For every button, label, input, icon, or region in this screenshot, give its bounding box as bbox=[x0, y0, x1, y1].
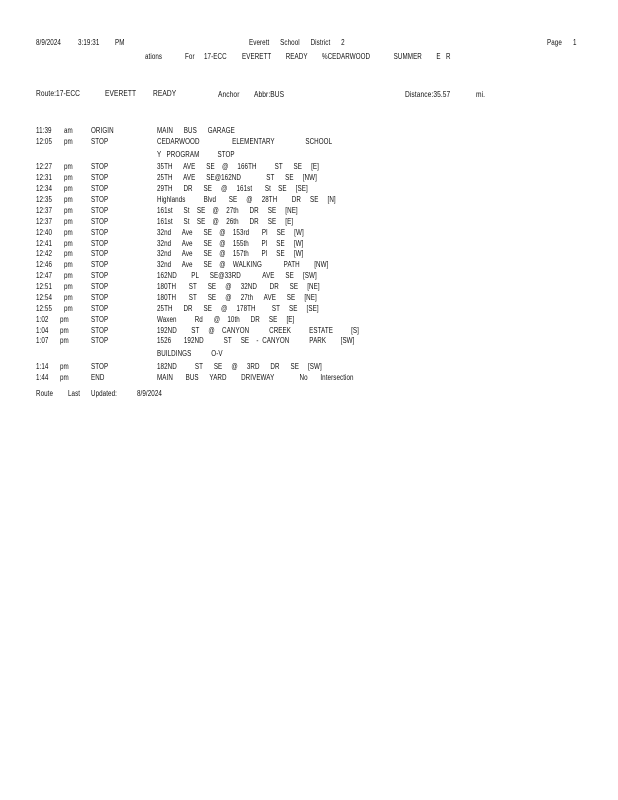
subtitle-rest: EVERETT READY %CEDARWOOD SUMMER E R bbox=[242, 52, 451, 61]
footer-date: 8/9/2024 bbox=[137, 389, 162, 398]
route-id: Route:17-ECC bbox=[36, 88, 81, 98]
stop-time: 1:14 bbox=[36, 362, 49, 371]
stop-type: STOP bbox=[91, 184, 109, 193]
stop-ampm: pm bbox=[64, 304, 73, 313]
route-distance: Distance:35.57 bbox=[405, 89, 451, 99]
subtitle-for: For bbox=[185, 52, 195, 61]
stop-desc: 180TH ST SE @ 32ND DR SE [NE] bbox=[157, 282, 320, 291]
stop-time: 12:35 bbox=[36, 195, 53, 204]
stop-type: STOP bbox=[91, 173, 109, 182]
stop-ampm: pm bbox=[64, 195, 73, 204]
stop-desc: 32nd Ave SE @ 153rd Pl SE [W] bbox=[157, 228, 304, 237]
stop-time: 12:31 bbox=[36, 173, 53, 182]
stop-desc: CEDARWOOD ELEMENTARY SCHOOL bbox=[157, 137, 333, 146]
stop-ampm: pm bbox=[64, 228, 73, 237]
stop-desc: 29TH DR SE @ 161st St SE [SE] bbox=[157, 184, 308, 193]
stop-time: 11:39 bbox=[36, 126, 52, 135]
stop-desc: Waxen Rd @ 10th DR SE [E] bbox=[157, 315, 295, 324]
district-name: Everett School District 2 bbox=[249, 38, 345, 47]
stop-type: STOP bbox=[91, 293, 109, 302]
stop-desc: 32nd Ave SE @ 157th Pl SE [W] bbox=[157, 249, 304, 258]
stop-time: 12:34 bbox=[36, 184, 53, 193]
stop-desc: 162ND PL SE@33RD AVE SE [SW] bbox=[157, 271, 317, 280]
stop-ampm: pm bbox=[64, 271, 73, 280]
stop-time: 12:46 bbox=[36, 260, 53, 269]
stop-desc: MAIN BUS GARAGE bbox=[157, 126, 235, 135]
report-ampm: PM bbox=[115, 38, 125, 47]
footer-route: Route bbox=[36, 389, 54, 398]
report-date: 8/9/2024 bbox=[36, 38, 61, 47]
report-time: 3:19:31 bbox=[78, 38, 100, 47]
stop-ampm: pm bbox=[60, 373, 69, 382]
subtitle-left: ations bbox=[145, 52, 163, 61]
stop-ampm: pm bbox=[64, 249, 73, 258]
stop-time: 1:04 bbox=[36, 326, 49, 335]
subtitle-route: 17-ECC bbox=[204, 52, 227, 61]
stop-desc: 25TH AVE SE@162ND ST SE [NW] bbox=[157, 173, 317, 182]
stop-ampm: pm bbox=[64, 217, 73, 226]
stop-type: STOP bbox=[91, 326, 109, 335]
stop-ampm: pm bbox=[64, 137, 73, 146]
stop-ampm: pm bbox=[60, 326, 69, 335]
stop-desc: 182ND ST SE @ 3RD DR SE [SW] bbox=[157, 362, 322, 371]
stop-time: 1:44 bbox=[36, 373, 49, 382]
stop-time: 12:47 bbox=[36, 271, 53, 280]
page-number: 1 bbox=[573, 38, 577, 47]
stop-desc: 25TH DR SE @ 178TH ST SE [SE] bbox=[157, 304, 319, 313]
stop-type: STOP bbox=[91, 195, 109, 204]
stop-desc: 32nd Ave SE @ WALKING PATH [NW] bbox=[157, 260, 329, 269]
stop-ampm: pm bbox=[64, 293, 73, 302]
distance-unit: mi. bbox=[476, 89, 486, 99]
stop-desc: MAIN BUS YARD DRIVEWAY No Intersection bbox=[157, 373, 354, 382]
footer-last: Last bbox=[68, 389, 81, 398]
stop-ampm: pm bbox=[64, 239, 73, 248]
footer-updated: Updated: bbox=[91, 389, 117, 398]
stop-ampm: pm bbox=[64, 282, 73, 291]
route-name: EVERETT bbox=[105, 88, 137, 98]
page-label: Page bbox=[547, 38, 562, 47]
stop-type: STOP bbox=[91, 249, 109, 258]
stop-ampm: pm bbox=[64, 206, 73, 215]
stop-type: STOP bbox=[91, 206, 109, 215]
stop-type: STOP bbox=[91, 137, 109, 146]
stop-desc: 35TH AVE SE @ 166TH ST SE [E] bbox=[157, 162, 319, 171]
route-status: READY bbox=[153, 88, 177, 98]
stop-desc: 1526 192ND ST SE - CANYON PARK [SW] bbox=[157, 336, 355, 345]
stop-time: 12:40 bbox=[36, 228, 53, 237]
stop-desc: 192ND ST @ CANYON CREEK ESTATE [S] bbox=[157, 326, 359, 335]
stop-desc: Y PROGRAM STOP bbox=[157, 150, 235, 159]
stop-time: 12:41 bbox=[36, 239, 53, 248]
stop-time: 12:42 bbox=[36, 249, 53, 258]
stop-time: 12:37 bbox=[36, 206, 53, 215]
stop-time: 12:27 bbox=[36, 162, 53, 171]
stop-type: ORIGIN bbox=[91, 126, 114, 135]
stop-ampm: am bbox=[64, 126, 73, 135]
stop-desc: 161st St SE @ 27th DR SE [NE] bbox=[157, 206, 298, 215]
stop-desc: Highlands Blvd SE @ 28TH DR SE [N] bbox=[157, 195, 336, 204]
stop-ampm: pm bbox=[60, 336, 69, 345]
stop-type: STOP bbox=[91, 362, 109, 371]
stop-type: STOP bbox=[91, 271, 109, 280]
stop-desc: BUILDINGS O-V bbox=[157, 349, 223, 358]
stop-time: 12:54 bbox=[36, 293, 53, 302]
stop-time: 12:51 bbox=[36, 282, 53, 291]
stop-type: STOP bbox=[91, 228, 109, 237]
stop-ampm: pm bbox=[64, 260, 73, 269]
stop-time: 1:02 bbox=[36, 315, 49, 324]
stop-ampm: pm bbox=[64, 184, 73, 193]
stop-type: END bbox=[91, 373, 105, 382]
stop-ampm: pm bbox=[60, 362, 69, 371]
stop-type: STOP bbox=[91, 315, 109, 324]
route-abbr: Abbr:BUS bbox=[254, 89, 285, 99]
stop-ampm: pm bbox=[64, 162, 73, 171]
stop-desc: 32nd Ave SE @ 155th Pl SE [W] bbox=[157, 239, 304, 248]
stop-type: STOP bbox=[91, 304, 109, 313]
stop-ampm: pm bbox=[64, 173, 73, 182]
stop-ampm: pm bbox=[60, 315, 69, 324]
stop-type: STOP bbox=[91, 260, 109, 269]
stop-time: 12:37 bbox=[36, 217, 53, 226]
stop-time: 1:07 bbox=[36, 336, 49, 345]
stop-desc: 161st St SE @ 26th DR SE [E] bbox=[157, 217, 294, 226]
stop-time: 12:55 bbox=[36, 304, 53, 313]
stop-desc: 180TH ST SE @ 27th AVE SE [NE] bbox=[157, 293, 317, 302]
stop-type: STOP bbox=[91, 217, 109, 226]
stop-type: STOP bbox=[91, 162, 109, 171]
stop-type: STOP bbox=[91, 239, 109, 248]
stop-type: STOP bbox=[91, 336, 109, 345]
route-anchor: Anchor bbox=[218, 89, 240, 99]
stop-type: STOP bbox=[91, 282, 109, 291]
stop-time: 12:05 bbox=[36, 137, 53, 146]
